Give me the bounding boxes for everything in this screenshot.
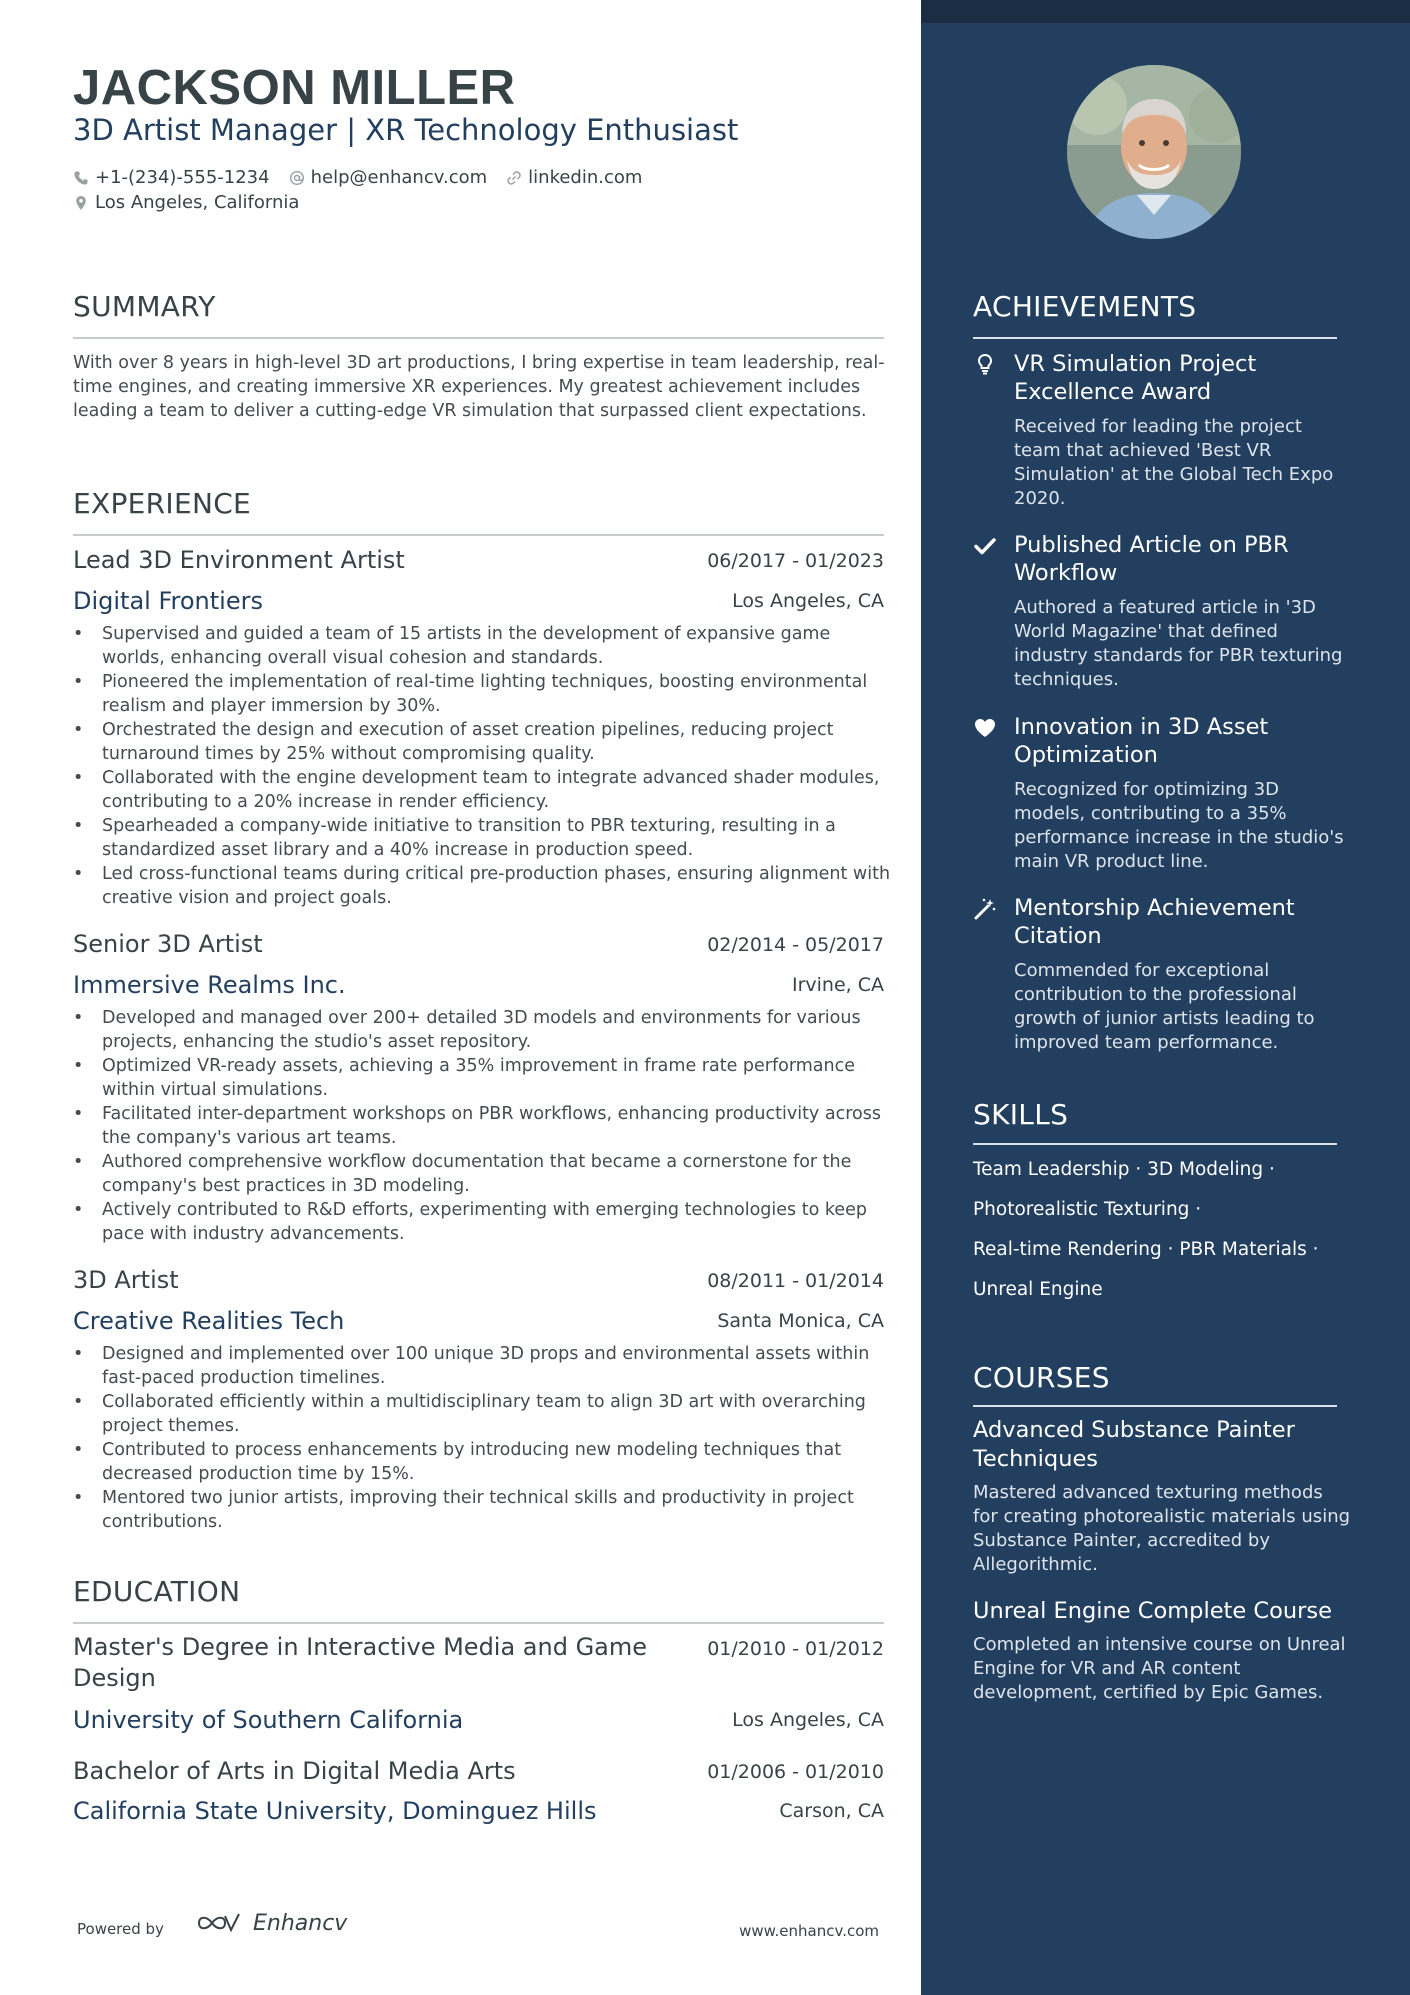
checkmark-icon <box>973 534 997 558</box>
job-location: Santa Monica, CA <box>717 1310 884 1332</box>
contact-phone[interactable] <box>73 167 270 188</box>
bullet-item: • Led cross-functional teams during critical pre-production phases, ensuring alignment with creative vision and project goals. <box>73 862 893 910</box>
enhancv-logo-icon <box>195 1910 243 1936</box>
contact-email[interactable] <box>289 167 488 188</box>
job-location: Los Angeles, CA <box>732 590 884 612</box>
bullet-item: • Optimized VR-ready assets, achieving a 35% improvement in frame rate performance within virtual simulations. <box>73 1054 893 1102</box>
course-desc: Mastered advanced texturing methods for creating photorealistic materials using Substance Painter, accredited by Allegorithmic. <box>973 1482 1351 1575</box>
job-title: Senior 3D Artist <box>73 930 263 958</box>
course-desc: Completed an intensive course on Unreal Engine for VR and AR content development, certified by Epic Games. <box>973 1634 1346 1703</box>
location-text: Los Angeles, California <box>95 192 300 213</box>
achievement-title: Published Article on PBR Workflow <box>1014 532 1289 586</box>
footer-url[interactable]: www.enhancv.com <box>739 1922 879 1940</box>
profile-photo-illustration <box>1067 65 1241 239</box>
linkedin-text: linkedin.com <box>528 167 643 188</box>
link-icon <box>506 170 522 186</box>
bullet-item: • Pioneered the implementation of real-time lighting techniques, boosting environmental realism and player immersion by 30%. <box>73 670 893 718</box>
job-title: Lead 3D Environment Artist <box>73 546 405 574</box>
education-school: California State University, Dominguez Hills <box>73 1797 597 1825</box>
phone-text: +1-(234)-555-1234 <box>95 167 270 188</box>
lightbulb-icon <box>973 352 997 376</box>
course-title: Unreal Engine Complete Course <box>973 1598 1332 1624</box>
heart-icon <box>973 716 997 740</box>
job-dates: 08/2011 - 01/2014 <box>707 1270 884 1292</box>
bullet-item: • Supervised and guided a team of 15 artists in the development of expansive game worlds, enhancing overall visual cohesion and standards. <box>73 622 893 670</box>
email-text: help@enhancv.com <box>310 167 488 188</box>
bullet-item: • Orchestrated the design and execution of asset creation pipelines, reducing project turnaround times by 25% without compromising quality. <box>73 718 893 766</box>
skills-title: SKILLS <box>973 1098 1069 1131</box>
achievement-title: VR Simulation Project Excellence Award <box>1014 351 1257 405</box>
summary-divider <box>73 337 884 339</box>
summary-text: With over 8 years in high-level 3D art productions, I bring expertise in team leadership, real-time engines, and creating immersive XR experiences. My greatest achievement includes leading a team to deliver a cutting-edge VR simulation that surpassed client expectations. <box>73 353 885 421</box>
sidebar <box>921 0 1410 1995</box>
skills-line: Unreal Engine <box>973 1279 1103 1300</box>
at-icon <box>289 170 305 186</box>
skills-list <box>973 1150 1353 1310</box>
education-location: Los Angeles, CA <box>732 1709 884 1731</box>
skills-line: Team Leadership · 3D Modeling · <box>973 1159 1275 1180</box>
achievement-desc: Recognized for optimizing 3D models, contributing to a 35% performance increase in the studio's main VR product line. <box>1014 779 1344 872</box>
job-company: Creative Realities Tech <box>73 1307 345 1335</box>
bullet-item: • Collaborated efficiently within a multidisciplinary team to align 3D art with overarching project themes. <box>73 1390 893 1438</box>
job-dates: 02/2014 - 05/2017 <box>707 934 884 956</box>
enhancv-logo[interactable] <box>195 1910 347 1936</box>
experience-divider <box>73 534 884 536</box>
education-degree: Bachelor of Arts in Digital Media Arts <box>73 1757 516 1785</box>
bullet-item: • Facilitated inter-department workshops on PBR workflows, enhancing productivity across the company's various art teams. <box>73 1102 893 1150</box>
achievements-title: ACHIEVEMENTS <box>973 290 1197 323</box>
bullet-item: • Designed and implemented over 100 unique 3D props and environmental assets within fast-paced production timelines. <box>73 1342 893 1390</box>
bullet-item: • Contributed to process enhancements by introducing new modeling techniques that decreased production time by 15%. <box>73 1438 893 1486</box>
achievements-divider <box>973 337 1337 339</box>
contact-location <box>73 192 299 213</box>
achievement-desc: Authored a featured article in '3D World Magazine' that defined industry standards for PBR texturing techniques. <box>1014 597 1343 690</box>
education-dates: 01/2006 - 01/2010 <box>707 1761 884 1783</box>
courses-title: COURSES <box>973 1361 1110 1394</box>
contact-row-location <box>73 192 318 213</box>
job-dates: 06/2017 - 01/2023 <box>707 550 884 572</box>
job-bullets <box>73 1342 893 1534</box>
experience-title: EXPERIENCE <box>73 487 252 520</box>
phone-icon <box>73 170 89 186</box>
education-school: University of Southern California <box>73 1706 464 1734</box>
achievement-desc: Commended for exceptional contribution to the professional growth of junior artists leading to improved team performance. <box>1014 960 1315 1053</box>
headline: 3D Artist Manager | XR Technology Enthusiast <box>73 113 739 147</box>
skills-divider <box>973 1143 1337 1145</box>
location-pin-icon <box>73 195 89 211</box>
education-title: EDUCATION <box>73 1575 241 1608</box>
skills-line: Photorealistic Texturing · <box>973 1199 1202 1220</box>
profile-photo <box>1067 65 1241 239</box>
bullet-item: • Spearheaded a company-wide initiative to transition to PBR texturing, resulting in a standardized asset library and a 40% increase in production speed. <box>73 814 893 862</box>
candidate-name: JACKSON MILLER <box>73 61 516 115</box>
achievement-title: Innovation in 3D Asset Optimization <box>1014 714 1269 768</box>
job-title: 3D Artist <box>73 1266 179 1294</box>
bullet-item: • Collaborated with the engine development team to integrate advanced shader modules, contributing to a 20% increase in render efficiency. <box>73 766 893 814</box>
magic-wand-icon <box>973 897 997 921</box>
job-bullets <box>73 622 893 910</box>
job-bullets <box>73 1006 893 1246</box>
sidebar-top-strip <box>921 0 1410 23</box>
bullet-item: • Developed and managed over 200+ detailed 3D models and environments for various projects, enhancing the studio's asset repository. <box>73 1006 893 1054</box>
contact-linkedin[interactable] <box>506 167 642 188</box>
job-company: Immersive Realms Inc. <box>73 971 346 999</box>
education-degree: Master's Degree in Interactive Media and Game Design <box>73 1633 648 1692</box>
job-location: Irvine, CA <box>791 974 884 996</box>
contact-row <box>73 167 661 188</box>
summary-title: SUMMARY <box>73 290 216 323</box>
education-location: Carson, CA <box>779 1800 884 1822</box>
enhancv-brand: Enhancv <box>253 1910 348 1936</box>
bullet-item: • Mentored two junior artists, improving their technical skills and productivity in project contributions. <box>73 1486 893 1534</box>
achievement-desc: Received for leading the project team that achieved 'Best VR Simulation' at the Global Tech Expo 2020. <box>1014 416 1334 509</box>
courses-divider <box>973 1405 1337 1407</box>
job-company: Digital Frontiers <box>73 587 263 615</box>
powered-by-label: Powered by <box>77 1920 164 1938</box>
achievement-title: Mentorship Achievement Citation <box>1014 895 1295 949</box>
education-divider <box>73 1622 884 1624</box>
education-dates: 01/2010 - 01/2012 <box>707 1638 884 1660</box>
course-title: Advanced Substance Painter Techniques <box>973 1417 1295 1472</box>
bullet-item: • Actively contributed to R&D efforts, experimenting with emerging technologies to keep pace with industry advancements. <box>73 1198 893 1246</box>
bullet-item: • Authored comprehensive workflow documentation that became a cornerstone for the company's best practices in 3D modeling. <box>73 1150 893 1198</box>
skills-line: Real-time Rendering · PBR Materials · <box>973 1239 1319 1260</box>
